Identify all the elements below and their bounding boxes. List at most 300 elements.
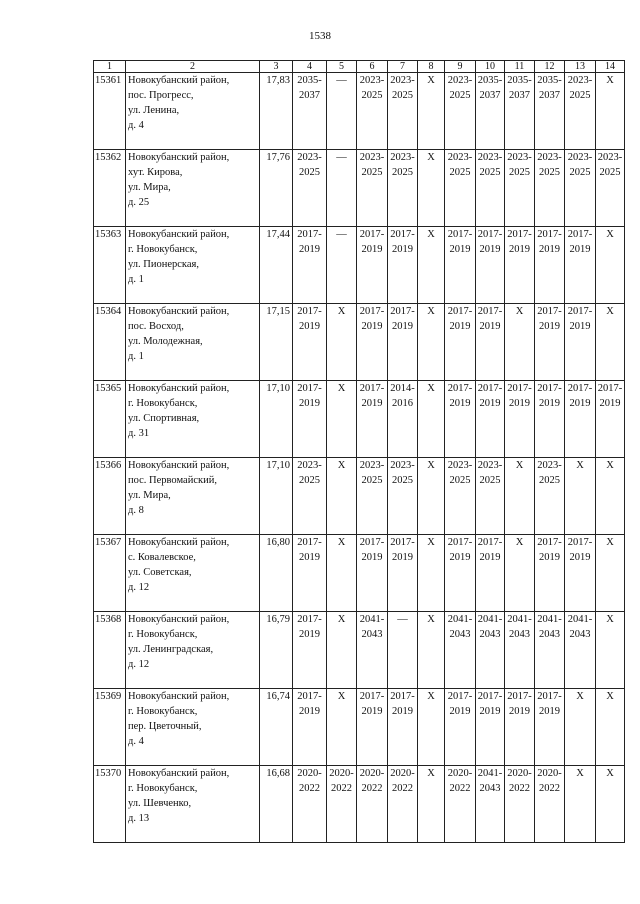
period-cell: [388, 766, 418, 843]
period-line: 2025: [539, 167, 560, 178]
period-line: 2022: [331, 783, 352, 794]
address-line: Новокубанский район,: [128, 383, 230, 394]
period-line: 2019: [569, 321, 591, 332]
period-line: 2025: [599, 167, 621, 178]
period-line: X: [515, 460, 524, 471]
address-line: пос. Прогресс,: [128, 90, 194, 101]
period-line: —: [336, 152, 347, 163]
period-line: 2023-: [507, 152, 532, 163]
row-number: 15361: [94, 73, 126, 150]
period-cell: [505, 535, 535, 612]
column-header: 7: [388, 61, 418, 73]
period-line: 2019: [361, 706, 383, 717]
period-line: X: [606, 460, 614, 471]
address-line: ул. Мира,: [128, 182, 171, 193]
period-line: X: [427, 383, 435, 394]
period-line: 2019: [449, 244, 471, 255]
period-line: 2016: [392, 398, 413, 409]
period-cell: [327, 689, 357, 766]
period-line: 2017-: [507, 383, 532, 394]
period-cell: [565, 612, 596, 689]
period-line: X: [576, 691, 584, 702]
period-line: 2014-: [390, 383, 415, 394]
period-line: 2023-: [447, 460, 473, 471]
address-line: г. Новокубанск,: [128, 244, 198, 255]
address-line: г. Новокубанск,: [128, 706, 198, 717]
period-line: X: [427, 537, 435, 548]
period-line: 2017-: [297, 614, 322, 625]
period-line: 2017-: [477, 229, 503, 240]
period-line: 2025: [392, 90, 413, 101]
period-line: 2017-: [537, 691, 562, 702]
period-cell: [596, 535, 625, 612]
address-cell: [126, 381, 260, 458]
period-cell: [388, 381, 418, 458]
period-line: 2019: [361, 552, 383, 563]
area-cell: 17,44: [260, 227, 293, 304]
period-cell: [535, 381, 565, 458]
period-cell: [476, 535, 505, 612]
period-line: 2020-: [359, 768, 385, 779]
period-cell: [418, 381, 445, 458]
period-line: 2019: [449, 552, 471, 563]
column-header: 11: [505, 61, 535, 73]
period-cell: [565, 381, 596, 458]
address-line: Новокубанский район,: [128, 229, 230, 240]
period-line: X: [427, 614, 435, 625]
table-row: [94, 612, 625, 689]
row-number: 15366: [94, 458, 126, 535]
table-row: [94, 458, 625, 535]
row-number: 15365: [94, 381, 126, 458]
period-cell: [293, 73, 327, 150]
period-cell: [357, 150, 388, 227]
address-line: пос. Восход,: [128, 321, 184, 332]
period-cell: [418, 535, 445, 612]
period-line: 2022: [392, 783, 413, 794]
period-line: 2017-: [390, 306, 415, 317]
address-line: пос. Первомайский,: [128, 475, 217, 486]
period-line: X: [576, 460, 584, 471]
area-cell: 16,68: [260, 766, 293, 843]
period-line: 2019: [479, 552, 501, 563]
period-line: 2017-: [390, 229, 415, 240]
row-number: 15364: [94, 304, 126, 381]
period-cell: [565, 227, 596, 304]
address-cell: [126, 535, 260, 612]
period-line: 2017-: [447, 306, 473, 317]
period-line: 2025: [392, 475, 413, 486]
address-line: ул. Мира,: [128, 490, 171, 501]
address-line: с. Ковалевское,: [128, 552, 196, 563]
period-line: 2023-: [297, 152, 322, 163]
period-line: 2023-: [359, 75, 385, 86]
period-cell: [596, 766, 625, 843]
period-line: —: [336, 229, 347, 240]
period-line: 2017-: [447, 537, 473, 548]
period-line: X: [606, 75, 614, 86]
period-cell: [327, 458, 357, 535]
period-line: 2022: [539, 783, 560, 794]
period-cell: [505, 458, 535, 535]
period-line: 2022: [449, 783, 471, 794]
period-line: X: [337, 306, 346, 317]
address-cell: [126, 150, 260, 227]
address-line: ул. Ленинградская,: [128, 644, 214, 655]
period-line: 2017-: [477, 691, 503, 702]
period-line: 2017-: [359, 691, 385, 702]
period-line: 2023-: [537, 460, 562, 471]
period-line: 2041-: [359, 614, 385, 625]
address-line: Новокубанский район,: [128, 614, 230, 625]
period-line: 2025: [361, 475, 383, 486]
period-line: 2019: [392, 706, 413, 717]
column-header: 3: [260, 61, 293, 73]
address-line: г. Новокубанск,: [128, 398, 198, 409]
period-line: 2025: [449, 475, 471, 486]
period-line: 2019: [569, 398, 591, 409]
column-header: 2: [126, 61, 260, 73]
period-line: 2017-: [359, 306, 385, 317]
area-cell: 16,79: [260, 612, 293, 689]
period-line: X: [427, 460, 435, 471]
page-number: 1538: [309, 30, 331, 42]
period-cell: [505, 612, 535, 689]
period-line: 2035-: [477, 75, 503, 86]
address-line: ул. Ленина,: [128, 105, 180, 116]
period-cell: [418, 150, 445, 227]
period-cell: [535, 689, 565, 766]
period-cell: [327, 535, 357, 612]
address-line: д. 8: [128, 505, 144, 516]
period-cell: [535, 535, 565, 612]
period-line: 2025: [361, 167, 383, 178]
period-cell: [505, 150, 535, 227]
address-line: д. 4: [128, 120, 144, 131]
period-line: 2017-: [297, 306, 322, 317]
period-line: X: [515, 537, 524, 548]
period-line: 2019: [299, 244, 320, 255]
period-cell: [388, 689, 418, 766]
period-cell: [388, 535, 418, 612]
period-line: 2019: [392, 321, 413, 332]
period-line: 2041-: [477, 614, 503, 625]
address-line: ул. Пионерская,: [128, 259, 199, 270]
period-line: 2019: [449, 321, 471, 332]
table-row: [94, 689, 625, 766]
period-line: 2019: [449, 706, 471, 717]
period-line: 2017-: [390, 537, 415, 548]
period-line: 2043: [539, 629, 560, 640]
row-number: 15367: [94, 535, 126, 612]
period-cell: [357, 535, 388, 612]
period-line: 2035-: [507, 75, 532, 86]
period-line: 2041-: [567, 614, 593, 625]
period-line: X: [337, 614, 346, 625]
period-cell: [445, 766, 476, 843]
period-cell: [357, 612, 388, 689]
period-line: 2017-: [447, 229, 473, 240]
period-line: 2041-: [477, 768, 503, 779]
period-line: X: [427, 229, 435, 240]
address-cell: [126, 766, 260, 843]
period-line: 2023-: [477, 460, 503, 471]
address-line: Новокубанский район,: [128, 691, 230, 702]
table-row: [94, 150, 625, 227]
period-cell: [445, 381, 476, 458]
period-cell: [327, 381, 357, 458]
address-cell: [126, 458, 260, 535]
period-line: 2019: [509, 398, 530, 409]
period-line: 2017-: [507, 691, 532, 702]
table-row: [94, 227, 625, 304]
period-line: 2017-: [537, 306, 562, 317]
period-line: X: [606, 768, 614, 779]
period-cell: [445, 304, 476, 381]
period-cell: [388, 73, 418, 150]
period-cell: [565, 458, 596, 535]
period-line: X: [427, 768, 435, 779]
period-cell: [535, 150, 565, 227]
period-cell: [418, 304, 445, 381]
address-line: д. 13: [128, 813, 150, 824]
row-number: 15363: [94, 227, 126, 304]
period-cell: [357, 381, 388, 458]
address-line: д. 31: [128, 428, 150, 439]
period-line: 2017-: [297, 229, 322, 240]
address-cell: [126, 73, 260, 150]
column-header: 4: [293, 61, 327, 73]
period-line: 2017-: [537, 229, 562, 240]
period-cell: [505, 73, 535, 150]
period-cell: [327, 766, 357, 843]
period-cell: [476, 612, 505, 689]
period-line: X: [606, 691, 614, 702]
period-line: 2037: [509, 90, 530, 101]
period-line: 2037: [299, 90, 320, 101]
period-line: 2019: [479, 706, 501, 717]
period-line: 2025: [569, 167, 591, 178]
period-cell: [357, 689, 388, 766]
address-cell: [126, 689, 260, 766]
period-cell: [476, 381, 505, 458]
period-line: X: [515, 306, 524, 317]
period-line: 2019: [299, 321, 320, 332]
period-cell: [418, 689, 445, 766]
period-cell: [565, 766, 596, 843]
area-cell: 17,83: [260, 73, 293, 150]
address-line: ул. Спортивная,: [128, 413, 200, 424]
period-cell: [476, 458, 505, 535]
period-line: 2020-: [537, 768, 562, 779]
period-cell: [357, 73, 388, 150]
period-line: X: [606, 537, 614, 548]
period-line: X: [337, 383, 346, 394]
period-cell: [476, 766, 505, 843]
period-cell: [418, 766, 445, 843]
period-line: 2017-: [477, 537, 503, 548]
period-cell: [293, 458, 327, 535]
period-line: 2019: [479, 321, 501, 332]
row-number: 15370: [94, 766, 126, 843]
period-cell: [445, 689, 476, 766]
period-cell: [445, 612, 476, 689]
period-line: 2035-: [537, 75, 562, 86]
period-cell: [505, 381, 535, 458]
period-cell: [476, 73, 505, 150]
period-line: 2023-: [359, 152, 385, 163]
address-cell: [126, 227, 260, 304]
period-line: 2017-: [567, 537, 593, 548]
period-line: 2019: [569, 552, 591, 563]
period-line: 2017-: [507, 229, 532, 240]
period-line: 2020-: [329, 768, 354, 779]
data-table: [93, 60, 625, 843]
address-line: пер. Цветочный,: [128, 721, 202, 732]
period-line: X: [337, 691, 346, 702]
period-line: 2023-: [447, 152, 473, 163]
address-line: д. 1: [128, 351, 144, 362]
period-line: 2017-: [447, 691, 473, 702]
period-line: 2043: [479, 783, 501, 794]
period-cell: [596, 304, 625, 381]
address-line: Новокубанский район,: [128, 768, 230, 779]
table-row: [94, 535, 625, 612]
period-line: 2017-: [537, 383, 562, 394]
period-line: —: [336, 75, 347, 86]
period-line: 2020-: [447, 768, 473, 779]
period-cell: [293, 381, 327, 458]
area-cell: 17,10: [260, 381, 293, 458]
period-cell: [293, 227, 327, 304]
area-cell: 16,74: [260, 689, 293, 766]
period-cell: [596, 150, 625, 227]
period-line: X: [606, 306, 614, 317]
period-line: 2025: [539, 475, 560, 486]
address-line: д. 12: [128, 659, 150, 670]
period-line: 2017-: [597, 383, 623, 394]
period-cell: [357, 766, 388, 843]
period-cell: [418, 612, 445, 689]
period-cell: [535, 612, 565, 689]
period-cell: [476, 150, 505, 227]
period-line: 2043: [569, 629, 591, 640]
period-line: 2023-: [447, 75, 473, 86]
period-line: 2019: [361, 321, 383, 332]
row-number: 15362: [94, 150, 126, 227]
period-line: 2023-: [597, 152, 623, 163]
address-line: д. 25: [128, 197, 150, 208]
period-line: 2023-: [390, 75, 415, 86]
column-header: 9: [445, 61, 476, 73]
address-line: Новокубанский район,: [128, 537, 230, 548]
address-line: Новокубанский район,: [128, 306, 230, 317]
address-line: д. 12: [128, 582, 150, 593]
period-cell: [445, 535, 476, 612]
period-line: 2019: [392, 244, 413, 255]
period-line: 2023-: [390, 152, 415, 163]
address-cell: [126, 612, 260, 689]
address-line: ул. Советская,: [128, 567, 192, 578]
period-line: 2017-: [477, 383, 503, 394]
period-line: 2019: [361, 398, 383, 409]
period-line: X: [606, 614, 614, 625]
period-line: 2022: [361, 783, 383, 794]
period-cell: [293, 535, 327, 612]
period-line: 2025: [509, 167, 530, 178]
period-line: X: [427, 306, 435, 317]
period-cell: [596, 73, 625, 150]
period-cell: [445, 73, 476, 150]
period-line: 2019: [539, 244, 560, 255]
period-line: 2017-: [447, 383, 473, 394]
period-line: 2043: [361, 629, 383, 640]
column-header: 1: [94, 61, 126, 73]
address-line: Новокубанский район,: [128, 75, 230, 86]
period-cell: [596, 458, 625, 535]
period-line: X: [606, 229, 614, 240]
period-line: 2017-: [567, 306, 593, 317]
period-cell: [293, 689, 327, 766]
period-line: 2035-: [297, 75, 322, 86]
period-line: 2017-: [390, 691, 415, 702]
period-line: 2017-: [567, 383, 593, 394]
period-cell: [476, 689, 505, 766]
period-cell: [565, 304, 596, 381]
period-line: 2023-: [477, 152, 503, 163]
period-line: 2019: [479, 398, 501, 409]
address-line: Новокубанский район,: [128, 460, 230, 471]
period-cell: [327, 73, 357, 150]
row-number: 15368: [94, 612, 126, 689]
period-cell: [505, 689, 535, 766]
period-cell: [535, 227, 565, 304]
period-line: 2023-: [359, 460, 385, 471]
period-cell: [596, 227, 625, 304]
period-cell: [293, 150, 327, 227]
period-cell: [596, 612, 625, 689]
period-line: 2020-: [390, 768, 415, 779]
period-cell: [445, 150, 476, 227]
period-cell: [596, 689, 625, 766]
period-line: 2019: [539, 398, 560, 409]
period-line: 2017-: [477, 306, 503, 317]
period-line: X: [427, 152, 435, 163]
period-cell: [445, 227, 476, 304]
period-line: 2017-: [297, 691, 322, 702]
period-line: 2019: [599, 398, 621, 409]
period-cell: [357, 304, 388, 381]
column-header: 5: [327, 61, 357, 73]
period-cell: [565, 150, 596, 227]
period-cell: [388, 227, 418, 304]
period-cell: [445, 458, 476, 535]
period-line: 2019: [392, 552, 413, 563]
period-line: 2025: [479, 167, 501, 178]
period-line: 2023-: [537, 152, 562, 163]
period-cell: [418, 227, 445, 304]
period-line: 2025: [392, 167, 413, 178]
period-line: 2019: [539, 552, 560, 563]
column-header: 6: [357, 61, 388, 73]
period-cell: [505, 766, 535, 843]
period-line: 2023-: [567, 152, 593, 163]
area-cell: 17,10: [260, 458, 293, 535]
period-cell: [388, 150, 418, 227]
address-line: д. 4: [128, 736, 144, 747]
period-line: 2017-: [297, 537, 322, 548]
table-row: [94, 381, 625, 458]
